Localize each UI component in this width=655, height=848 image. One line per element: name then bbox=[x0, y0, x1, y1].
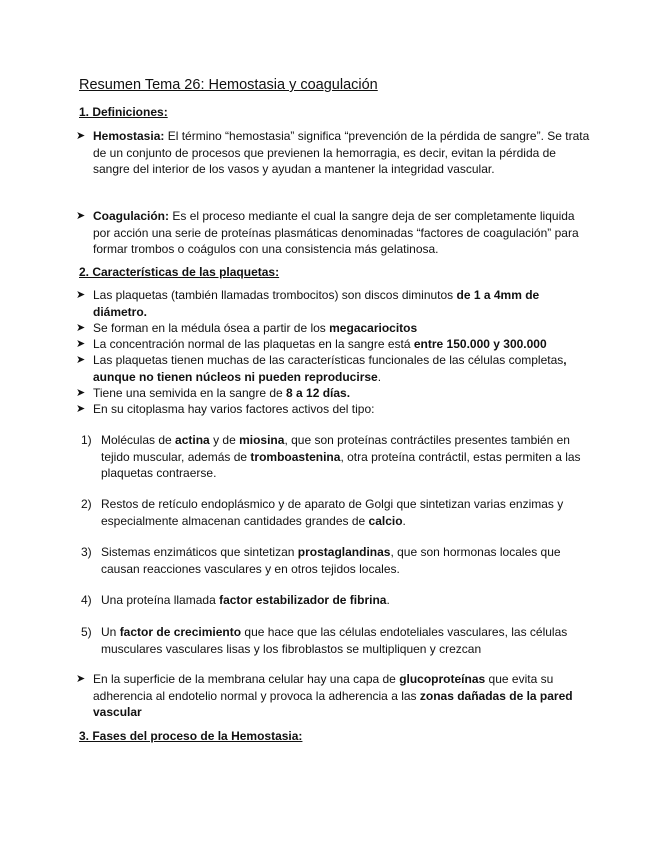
list-item bbox=[93, 336, 547, 353]
list-item-text: . bbox=[377, 369, 382, 384]
list-item bbox=[93, 287, 583, 320]
list-item-membrana bbox=[93, 671, 583, 721]
section-heading-plaquetas: 2. Características de las plaquetas: bbox=[79, 265, 280, 279]
arrow-bullet-icon: ➤ bbox=[76, 338, 86, 350]
arrow-bullet-icon: ➤ bbox=[76, 289, 86, 301]
arrow-bullet-icon: ➤ bbox=[76, 387, 86, 399]
item-text: Un bbox=[101, 625, 120, 639]
term-coagulacion: Coagulación: bbox=[93, 209, 170, 223]
list-item: En su citoplasma hay varios factores activos del tipo: bbox=[93, 402, 375, 416]
definition-hemostasia bbox=[93, 128, 593, 178]
list-item-bold: glucoproteínas bbox=[399, 672, 486, 686]
list-number: 5) bbox=[81, 625, 92, 639]
list-item-text: Las plaquetas (también llamadas trombocitos) son discos diminutos bbox=[93, 288, 457, 302]
arrow-bullet-icon: ➤ bbox=[76, 130, 86, 142]
item-bold: calcio bbox=[368, 513, 403, 528]
numbered-item-5 bbox=[101, 624, 576, 657]
list-number: 1) bbox=[81, 433, 92, 447]
list-item-bold: megacariocitos bbox=[329, 321, 418, 335]
list-item bbox=[93, 352, 573, 385]
list-item-text: Se forman en la médula ósea a partir de los bbox=[93, 321, 330, 335]
list-item-text: En la superficie de la membrana celular hay una capa de bbox=[93, 672, 400, 686]
list-number: 2) bbox=[81, 497, 92, 511]
list-item bbox=[93, 385, 350, 402]
item-text: Restos de retículo endoplásmico y de aparato de Golgi que sintetizan varias enzimas y especialmente almacenan cantidades grandes de bbox=[101, 497, 564, 528]
definition-text: El término “hemostasia” significa “prevención de la pérdida de sangre”. Se trata de un conjunto de procesos que previenen la hemorragia, es decir, evitan la pérdida de sangre del interior de los vasos y ayudan a mantener la integridad vascular. bbox=[93, 129, 590, 176]
item-bold: factor estabilizador de fibrina bbox=[219, 593, 387, 607]
item-text: , que son proteínas contráctiles presentes también en tejido muscular, además de bbox=[101, 433, 570, 464]
item-bold: tromboastenina bbox=[250, 449, 341, 464]
arrow-bullet-icon: ➤ bbox=[76, 354, 86, 366]
arrow-bullet-icon: ➤ bbox=[76, 403, 86, 415]
item-bold: miosina bbox=[239, 433, 285, 447]
item-bold: factor de crecimiento bbox=[119, 625, 242, 639]
arrow-bullet-icon: ➤ bbox=[76, 210, 86, 222]
list-item-text: Las plaquetas tienen muchas de las características funcionales de las células completas bbox=[93, 353, 564, 367]
item-text: Sistemas enzimáticos que sintetizan bbox=[101, 545, 298, 559]
item-bold: actina bbox=[175, 433, 210, 447]
list-item-bold: entre 150.000 y 300.000 bbox=[413, 337, 547, 351]
numbered-item-2 bbox=[101, 496, 571, 529]
term-hemostasia: Hemostasia: bbox=[93, 129, 165, 143]
list-item-bold: zonas dañadas de la pared vascular bbox=[93, 688, 573, 719]
section-heading-fases: 3. Fases del proceso de la Hemostasia: bbox=[79, 729, 303, 743]
list-item-text: que evita su adherencia al endotelio normal y provoca la adherencia a las bbox=[93, 672, 554, 703]
list-item-text: Tiene una semivida en la sangre de bbox=[93, 386, 287, 400]
item-bold: prostaglandinas bbox=[297, 545, 391, 559]
item-text: , que son hormonas locales que causan reacciones vasculares y en otros tejidos locales. bbox=[101, 545, 561, 576]
list-item-bold: de 1 a 4mm de diámetro. bbox=[93, 288, 540, 319]
item-text: . bbox=[402, 513, 406, 528]
arrow-bullet-icon: ➤ bbox=[76, 673, 86, 685]
item-text: . bbox=[386, 593, 390, 607]
definition-coagulacion bbox=[93, 208, 593, 258]
list-number: 3) bbox=[81, 545, 92, 559]
item-text: Moléculas de bbox=[101, 433, 176, 447]
numbered-item-3 bbox=[101, 544, 576, 577]
numbered-item-1 bbox=[101, 432, 581, 482]
list-item-text: La concentración normal de las plaquetas en la sangre está bbox=[93, 337, 414, 351]
item-text: que hace que las células endoteliales vasculares, las células musculares vasculares lisas y los fibroblastos se multipliquen y crezcan bbox=[101, 625, 568, 656]
definition-text: Es el proceso mediante el cual la sangre deja de ser completamente liquida por acción una serie de proteínas plasmáticas denominadas “factores de coagulación” para formar trombos o coágulos con una consistencia más gelatinosa. bbox=[93, 209, 579, 256]
item-text: , otra proteína contráctil, estas permiten a las plaquetas contraerse. bbox=[101, 449, 581, 480]
list-number: 4) bbox=[81, 593, 92, 607]
item-text: y de bbox=[209, 433, 240, 447]
list-item bbox=[93, 320, 417, 337]
document-title: Resumen Tema 26: Hemostasia y coagulación bbox=[79, 77, 378, 93]
item-text: Una proteína llamada bbox=[101, 593, 220, 607]
list-item-bold: , aunque no tienen núcleos ni pueden reproducirse bbox=[93, 353, 567, 384]
list-item-bold: 8 a 12 días. bbox=[286, 386, 351, 400]
section-heading-definiciones: 1. Definiciones: bbox=[79, 105, 168, 119]
arrow-bullet-icon: ➤ bbox=[76, 322, 86, 334]
numbered-item-4 bbox=[101, 592, 581, 609]
